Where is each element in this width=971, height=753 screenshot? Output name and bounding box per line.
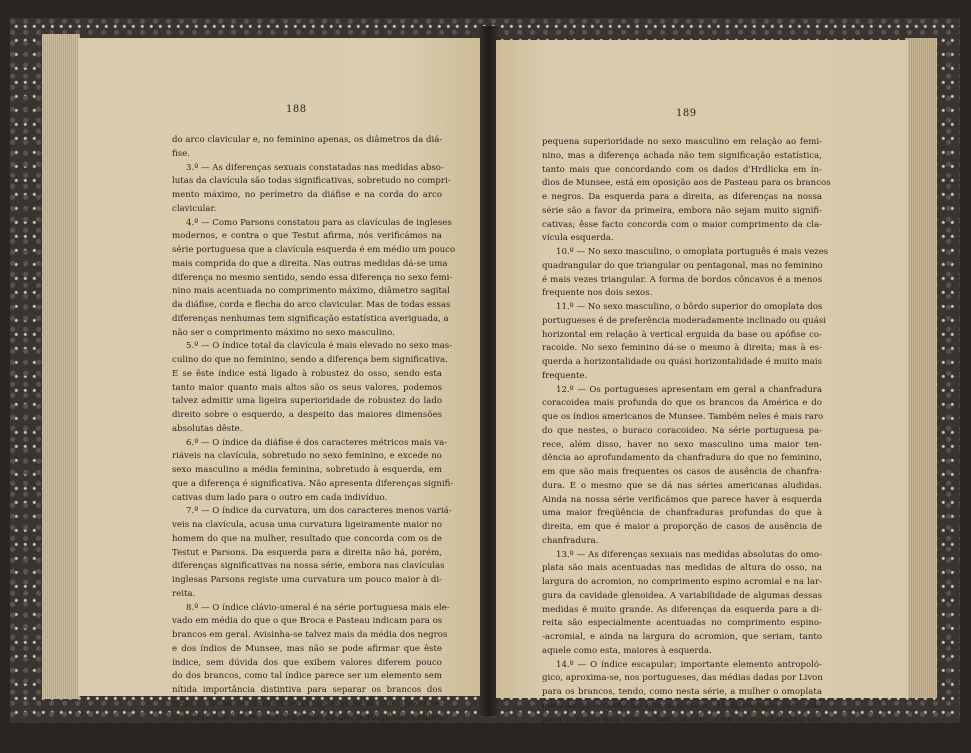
text-line: cativas; êsse facto concorda com o maior comprimento da cla-	[542, 219, 822, 230]
text-line: gura da cavidade glenoidea. A variabilidade de algumas dessas	[542, 590, 822, 601]
text-line: vícula esquerda.	[542, 233, 614, 244]
text-line: porâneos.	[172, 726, 215, 737]
text-line: direito sobre o esquerdo, a despeito das maiores dimensões	[172, 410, 442, 420]
left-page-number: 188	[286, 104, 307, 115]
text-line: nino mais acentuada no comprimento máximo, diâmetro sagital	[172, 286, 450, 297]
text-line: 14.º — O índice escapular; importante elemento antropoló-	[556, 659, 822, 670]
text-line: E se êste índice está ligado à robustez do osso, sendo esta	[172, 368, 442, 379]
right-page-body	[542, 136, 831, 741]
text-line: aquele como esta, maiores à esquerda.	[542, 645, 712, 656]
text-line: da diáfise, corda e flecha do arco clavicular. Mas de todas essas	[172, 300, 451, 310]
text-line: reita.	[172, 588, 196, 599]
text-line: reita são especialmente acentuadas no comprimento espino-	[542, 618, 822, 629]
text-line: vado em média do que o que Broca e Pasteau indicam para os	[172, 616, 443, 627]
text-line: 13.º — As diferenças sexuais nas medidas absolutas do omo-	[556, 549, 822, 560]
text-line: frequente nos dois sexos.	[542, 288, 653, 299]
text-line: Livon: não são significativas.	[542, 728, 668, 739]
text-line: 7.º — O índice da curvatura, um dos caracteres menos variá-	[186, 506, 452, 517]
text-line: dios de Munsee, está em oposição aos de Pasteau para os brancos	[542, 178, 831, 189]
text-line: brancos em geral. Avisinha-se talvez mais da média dos negros	[172, 630, 448, 640]
text-line: uma maior freqüência de chanfraduras profundas do que à	[542, 508, 822, 519]
text-line: frequente.	[542, 370, 588, 381]
text-line: rece, além disso, haver no sexo masculino uma maior ten-	[542, 439, 822, 450]
text-line: gico, aproxima-se, nos portugueses, das médias dadas por Livon	[542, 673, 823, 684]
text-line: direita, em que é maior a proporção de casos de ausência de	[542, 522, 822, 532]
text-line: veis na clavícula, acusa uma curvatura ligeiramente maior no	[172, 520, 442, 530]
text-line: tanto mais que concordando com os dados d'Hrdlicka em ín-	[542, 164, 822, 175]
text-line: tanto maior quanto mais altos são os seus valores, podemos	[172, 382, 442, 393]
text-line: medidas é muito grande. As diferenças da esquerda para a di-	[542, 604, 822, 615]
text-line: para os brancos, tendo, como nesta série, a mulher o omoplata	[542, 687, 822, 697]
text-line: diferença no mesmo sentido, sendo essa diferença no sexo femi-	[172, 272, 453, 283]
text-line: plata são mais acentuadas nas medidas de altura do osso, na	[542, 563, 822, 574]
text-line: dura. E o mesmo que se dá nas séries americanas aludidas.	[542, 480, 822, 491]
text-line: culino do que no feminino, sendo a diferença bem significativa.	[172, 355, 448, 365]
text-line: Testut e Parsons. Da esquerda para a direita não há, porém,	[172, 547, 442, 558]
text-line: 11.º — No sexo masculino, o bôrdo superior do omoplata dos	[556, 302, 823, 312]
right-page	[496, 40, 908, 739]
text-line: diferenças significativas na nossa série, embora nas clavículas	[172, 561, 445, 572]
text-line: 8.º — O índice clávio-umeral é na série portuguesa mais ele-	[186, 602, 450, 613]
text-line: coracoidea mais profunda do que os brancos da América e do	[542, 398, 822, 409]
text-line: homem do que na mulher, resultado que concorda com os de	[172, 533, 442, 544]
text-line: portugueses é de preferência moderadamente inclinado ou quási	[542, 315, 826, 326]
text-line: 12.º — Os portugueses apresentam em geral a chanfradura	[556, 384, 822, 395]
text-line: quadrangular do que triangular ou pentagonal, mas no feminino	[542, 260, 823, 271]
text-line: 4.º — Como Parsons constatou para as clavículas de ingleses	[186, 217, 452, 228]
text-line: racoide. No sexo feminino dá-se o mesmo à direita; mas à es-	[542, 343, 822, 354]
text-line: série portuguesa que a clavícula esquerda é em médio um pouco	[172, 245, 456, 255]
text-line: mais comprida do que a direita. Nas outras medidas dá-se uma	[172, 258, 448, 269]
text-line: -acromial, e ainda na largura do acromion, que seriam, tanto	[542, 632, 822, 642]
text-line: modernos, e contra o que Testut afirma, nós verificámos na	[172, 231, 442, 242]
text-line: sexo masculino a média feminina, sobretudo à esquerda, em	[172, 465, 442, 475]
text-line: e negros. Da esquerda para a direita, as diferenças na nossa	[542, 192, 822, 202]
text-line: diferenças nenhumas tem significação estatística averiguada, a	[172, 313, 449, 324]
text-line: série são a favor da primeira, embora não sejam muito signifi-	[542, 205, 822, 216]
text-line: que os índios americanos de Munsee. Também neles é mais raro	[542, 412, 824, 422]
text-line: 5.º — O índice total da clavícula é mais elevado no sexo mas-	[186, 341, 453, 352]
text-line: querda a horizontalidade ou quási horizontalidade é muito mais	[542, 357, 822, 367]
text-line: é mais vezes triangular. A forma de bordos côncavos é a menos	[542, 274, 822, 285]
text-line: absolutas dêste.	[172, 423, 243, 434]
left-page-body	[172, 134, 456, 753]
text-line: pequena superioridade no sexo masculino em relação ao femi-	[542, 137, 822, 147]
text-line: riáveis na clavícula, sobretudo no sexo feminino, e excede no	[172, 451, 442, 462]
text-line: clavicular.	[172, 203, 217, 214]
text-line: cativas dum lado para o outro em cada indivíduo.	[172, 492, 388, 503]
text-line: 6.º — O índice da diáfise é dos caracteres métricos mais va-	[186, 437, 448, 448]
text-line: fise.	[172, 148, 190, 159]
text-line: chanfradura.	[542, 535, 599, 546]
text-line: horizontal em relação à vertical erguida da base ou apófise co-	[542, 329, 822, 340]
text-line: do dos brancos, como tal índice parece ser um elemento sem	[172, 671, 442, 682]
text-line: dência ao aprofundamento da chanfradura do que no feminino,	[542, 453, 822, 464]
text-line: mento máximo, no perímetro da diáfise e na corda do arco	[172, 190, 442, 200]
text-line: do arco clavicular e, no feminino apenas, os diâmetros da diá-	[172, 135, 443, 145]
text-line: lutas da clavícula são todas significativas, sobretudo no compri-	[172, 176, 451, 187]
text-line: Ainda na nossa série verificámos que parece haver à esquerda	[542, 494, 822, 505]
text-line: 9.º — O índice clávio-umeral apresenta nos portugueses uma	[186, 740, 453, 750]
text-line: dingers» não difere sensivelmente do dos portugueses contem-	[172, 712, 448, 723]
text-line: em que são mais frequentes os casos de ausência de chanfra-	[542, 467, 822, 477]
text-line: do que nestes, o buraco coracoideo. Na série portuguesa pa-	[542, 425, 822, 436]
left-page	[78, 38, 480, 750]
text-line: largura do acromion, no comprimento espino acromial e na lar-	[542, 577, 822, 587]
text-line: para o outro não concordam, porém, com as constatadas por	[542, 714, 822, 725]
text-line: nítida importância distintiva para separar os brancos dos	[172, 685, 442, 695]
text-line: não ser o comprimento máximo no sexo masculino.	[172, 327, 395, 338]
text-line: talvez admitir uma ligeira superioridade de robustez do lado	[172, 396, 442, 407]
text-line: negros. O índice clávio-umeral nos esqueletos dos «Jekenne-	[172, 698, 442, 709]
text-line: e dos índios de Munsee, mas não se pode afirmar que êste	[172, 643, 442, 654]
text-line: índice, sem dúvida dos que exibem valores diferem pouco	[172, 657, 442, 668]
text-line: 3.º — As diferenças sexuais constatadas nas medidas abso-	[186, 162, 444, 173]
text-line: inglesas Parsons registe uma curvatura um pouco maior à di-	[172, 575, 442, 585]
left-page-edges	[42, 34, 80, 699]
text-line: que a diferença é significativa. Não apresenta diferenças signifi-	[172, 478, 454, 489]
text-line: mais largo e curto do que o homem. As diferenças dum lado	[542, 700, 822, 711]
text-line: nino, mas a diferença achada não tem significação estatística,	[542, 150, 822, 161]
right-page-number: 189	[676, 108, 697, 119]
text-line: 10.º — No sexo masculino, o omoplata português é mais vezes	[556, 247, 829, 257]
right-page-edges	[905, 38, 937, 698]
